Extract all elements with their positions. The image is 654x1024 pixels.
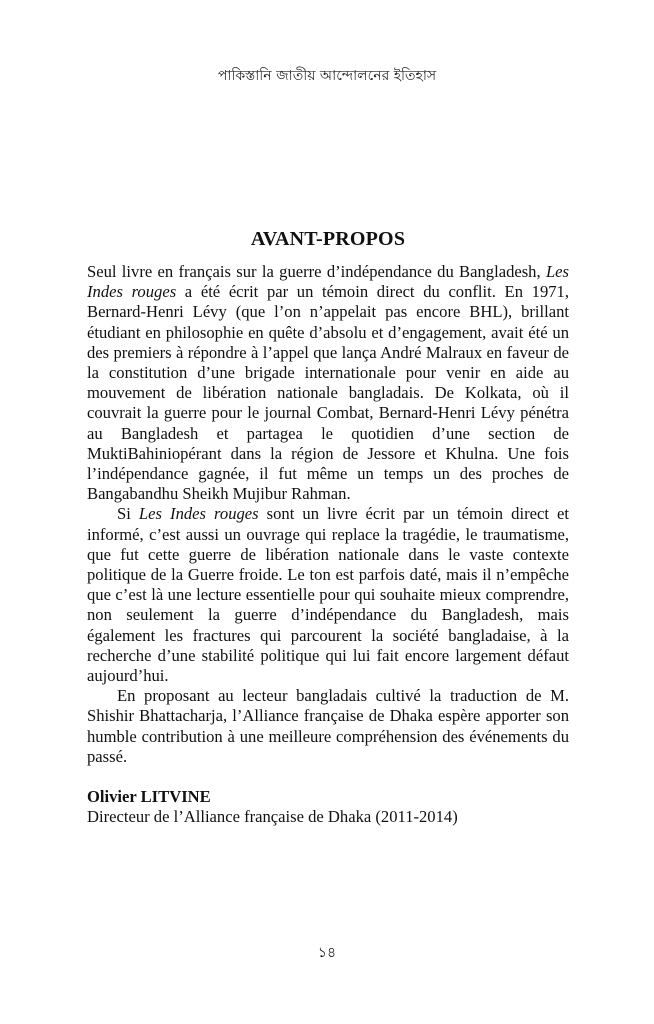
book-title-italic: Les Indes rouges [87, 262, 569, 302]
book-title-italic: Les Indes rouges [138, 504, 259, 524]
paragraph-2 [87, 504, 569, 686]
running-header: পাকিস্তানি জাতীয় আন্দোলনের ইতিহাস [217, 68, 437, 84]
paragraph-1 [87, 262, 569, 504]
body-text [87, 262, 569, 767]
signature-block [87, 787, 569, 827]
paragraph-2-text-b: sont un livre écrit par un témoin direct et informé, c’est aussi un ouvrage qui replace la tragédie, le traumatisme, que fut cette guerre de libération nationale dans le vaste contexte politique de la Guerre froide. Le ton est parfois daté, mais il n’empêche que c’est là une lecture essentielle pour qui souhaite mieux comprendre, non seulement la guerre d’indépendance du Bangladesh, mais également les fractures qui parcourent la société bangladaise, à la recherche d’une stabilité politique qui lui fait encore largement défaut aujourd’hui. [87, 504, 569, 686]
paragraph-1-text-b: a été écrit par un témoin direct du conflit. En 1971, Bernard-Henri Lévy (que l’on n’appelait pas encore BHL), brillant étudiant en philosophie en quête d’absolu et d’engagement, avait été un des premiers à répondre à l’appel que lança André Malraux en faveur de la constitution d’une brigade internationale pour venir en aide au mouvement de libération nationale bangladais. De Kolkata, où il couvrait la guerre pour le journal Combat, Bernard-Henri Lévy pénétra au Bangladesh et partagea le quotidien d’une section de MuktiBahiniopérant dans la région de Jessore et Khulna. Une fois l’indépendance gagnée, il fut même un temps un des proches de Bangabandhu Sheikh Mujibur Rahman. [87, 282, 569, 504]
section-title: AVANT-PROPOS [250, 228, 406, 250]
signature-name: Olivier LITVINE [87, 787, 211, 806]
signature-role: Directeur de l’Alliance française de Dhaka (2011-2014) [87, 807, 458, 827]
page-number: ১৪ [317, 945, 337, 961]
paragraph-2-text-a: Si [117, 504, 139, 524]
paragraph-3: En proposant au lecteur bangladais cultivé la traduction de M. Shishir Bhattacharja, l’Alliance française de Dhaka espère apporter son humble contribution à une meilleure compréhension des événements du passé. [87, 686, 569, 766]
paragraph-1-text-a: Seul livre en français sur la guerre d’indépendance du Bangladesh, [87, 262, 546, 281]
